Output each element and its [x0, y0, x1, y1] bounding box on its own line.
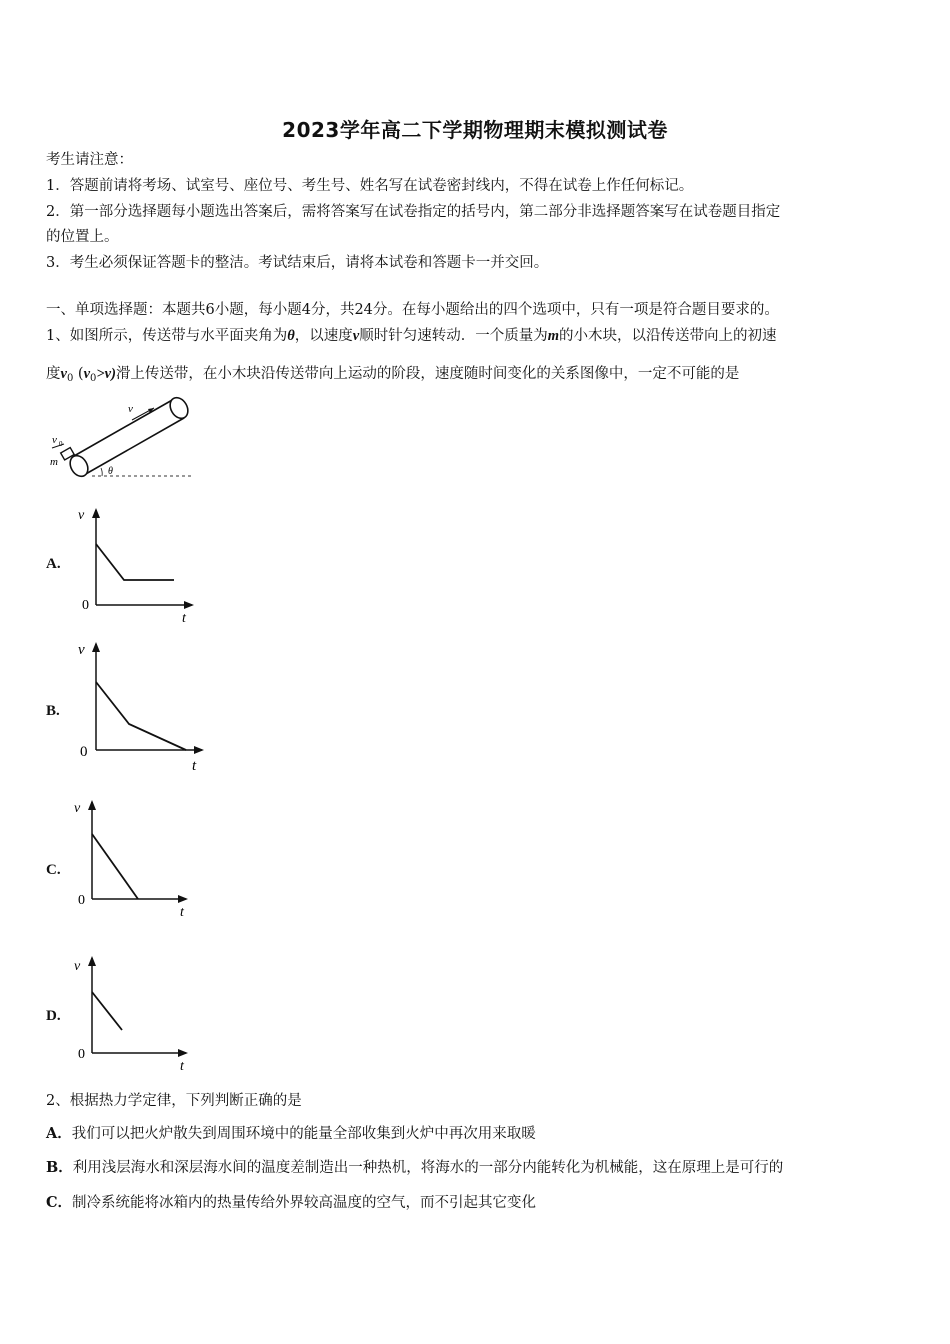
q2-option-b-text: 利用浅层海水和深层海水间的温度差制造出一种热机，将海水的一部分内能转化为机械能，这在原理上是可行的 [72, 1160, 784, 1176]
figure-m-label: m [50, 456, 58, 468]
option-d-origin: 0 [78, 1047, 85, 1062]
notice-item-3: 3．考生必须保证答题卡的整洁。考试结束后，请将本试卷和答题卡一并交回。 [46, 255, 549, 271]
option-b-origin: 0 [80, 744, 88, 760]
option-b-y-label: v [78, 642, 85, 658]
q2-option-a-label: A． [46, 1125, 72, 1142]
option-c-label[interactable]: C. [46, 862, 61, 878]
option-b-label[interactable]: B. [46, 703, 60, 719]
figure-theta-label: θ [108, 466, 113, 477]
figure-v0-sub: 0 [59, 440, 63, 448]
option-d-y-label: v [74, 959, 81, 974]
q1-text: 度 [46, 366, 61, 382]
option-b-x-label: t [192, 758, 197, 774]
notice-item-2-cont: 的位置上。 [46, 229, 119, 245]
option-d-label[interactable]: D. [46, 1008, 61, 1024]
theta-symbol: θ [287, 328, 295, 344]
q1-text: 的小木块，以沿传送带向上的初速 [558, 328, 777, 344]
option-a-x-label: t [182, 611, 186, 626]
option-a-origin: 0 [82, 598, 89, 613]
m-symbol: m [547, 328, 559, 344]
q2-option-a-text: 我们可以把火炉散失到周围环境中的能量全部收集到火炉中再次用来取暖 [71, 1126, 536, 1142]
v0-subscript: 0 [66, 373, 74, 384]
option-c-y-label: v [74, 801, 81, 816]
figure-v-label: v [128, 403, 133, 415]
v0-symbol: v [60, 366, 67, 382]
q2-option-c[interactable] [46, 1193, 536, 1213]
section-heading: 一、单项选择题：本题共6小题，每小题4分，共24分。在每小题给出的四个选项中，只有一项是符合题目要求的。 [46, 302, 779, 318]
cond-rest: >v) [96, 366, 116, 382]
q2-stem: 2、根据热力学定律，下列判断正确的是 [46, 1093, 302, 1109]
q2-option-c-text: 制冷系统能将冰箱内的热量传给外界较高温度的空气，而不引起其它变化 [72, 1195, 537, 1211]
q1-paren: ( [73, 366, 84, 382]
q2-option-b[interactable] [46, 1158, 783, 1178]
option-b-graph [74, 638, 214, 773]
conveyor-figure [44, 392, 194, 482]
cond-v0-symbol: v [83, 366, 91, 382]
notice-item-1: 1．答题前请将考场、试室号、座位号、考生号、姓名写在试卷密封线内，不得在试卷上作任何标记。 [46, 178, 694, 194]
q1-stem-line2 [46, 364, 739, 389]
option-a-graph [74, 504, 204, 624]
option-a-y-label: v [78, 508, 85, 523]
page-title: 2023学年高二下学期物理期末模拟测试卷 [282, 118, 668, 142]
option-c-graph [72, 796, 202, 921]
q1-text: ，以速度 [294, 328, 353, 344]
q1-text: 顺时针匀速转动．一个质量为 [359, 328, 548, 344]
cond-subscript: 0 [90, 373, 97, 384]
option-a-label[interactable]: A. [46, 556, 61, 572]
q2-option-c-label: C． [46, 1194, 73, 1211]
q2-option-a[interactable] [46, 1124, 536, 1144]
option-c-origin: 0 [78, 893, 85, 908]
option-d-x-label: t [180, 1059, 184, 1074]
q1-text: 滑上传送带，在小木块沿传送带向上运动的阶段，速度随时间变化的关系图像中，一定不可能的是 [115, 366, 740, 382]
option-d-graph [72, 952, 202, 1072]
option-c-x-label: t [180, 905, 184, 920]
notice-item-2: 2．第一部分选择题每小题选出答案后，需将答案写在试卷指定的括号内，第二部分非选择题答案写在试卷题目指定 [46, 204, 781, 220]
v-symbol: v [352, 328, 360, 344]
q1-text: 1、如图所示，传送带与水平面夹角为 [46, 328, 288, 344]
figure-v0-label: v [52, 434, 57, 446]
q1-stem-line1 [46, 326, 776, 346]
q2-option-b-label: B． [46, 1159, 73, 1176]
notice-heading: 考生请注意： [46, 152, 133, 168]
